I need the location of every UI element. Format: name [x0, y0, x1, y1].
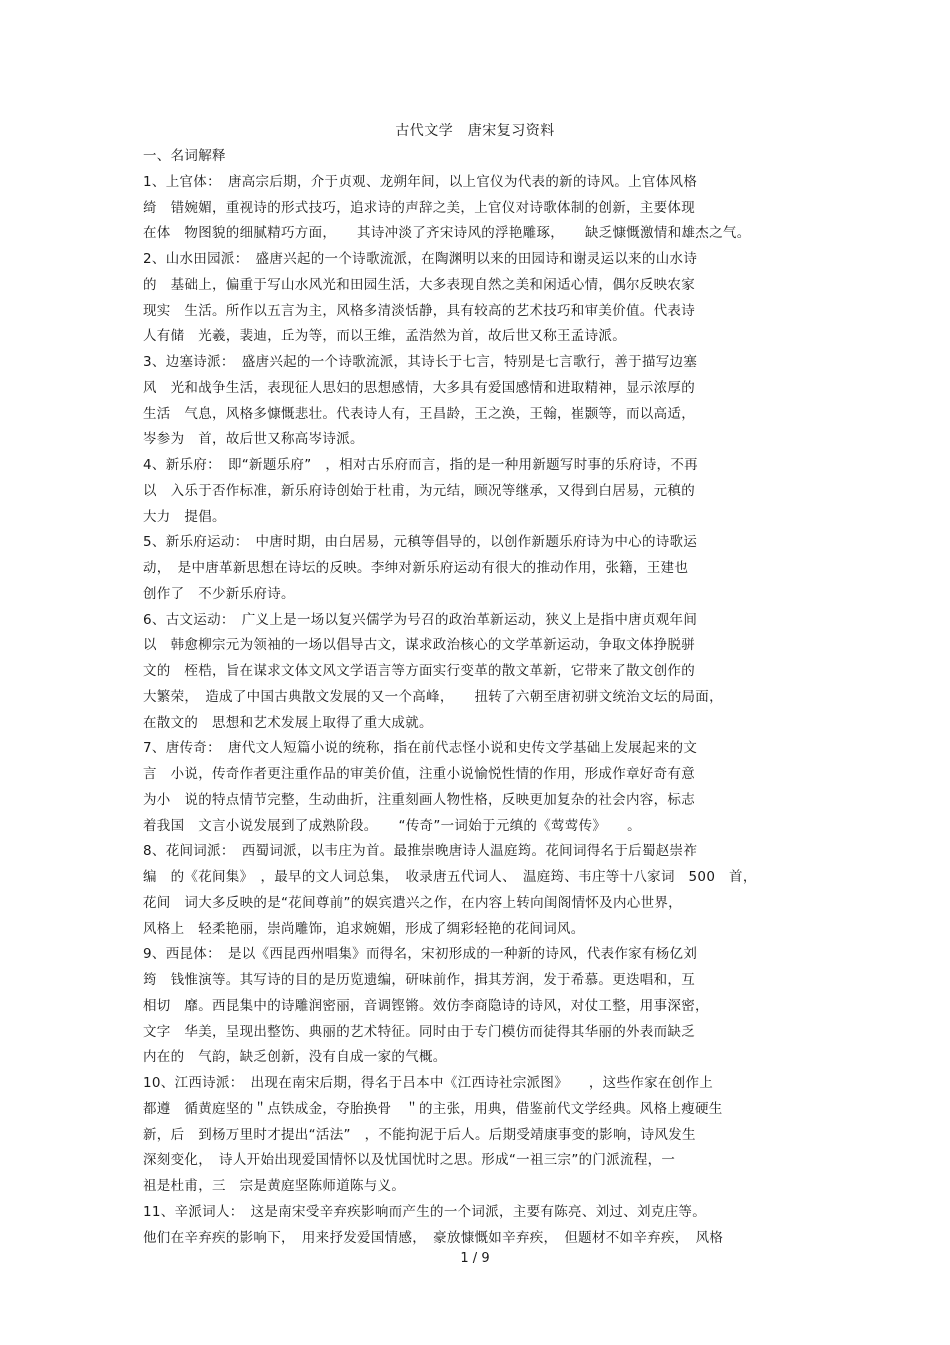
text-line: 人有储 光羲，裴迪，丘为等，而以王维，孟浩然为首，故后世又称王孟诗派。: [143, 328, 626, 345]
text-line: 6、古文运动： 广义上是一场以复兴儒学为号召的政治革新运动，狭义上是指中唐贞观年间: [143, 611, 698, 628]
text-line: 风 光和战争生活，表现征人思妇的思想感情，大多具有爱国感情和进取精神，显示浓厚的: [143, 379, 695, 396]
text-line: 10、江西诗派： 出现在南宋后期，得名于吕本中《江西诗社宗派图》 ，这些作家在创作上: [143, 1075, 714, 1091]
text-line: 创作了 不少新乐府诗。: [143, 585, 295, 602]
text-line: 11、辛派词人： 这是南宋受辛弃疾影响而产生的一个词派，主要有陈亮、刘过、刘克庄等。: [143, 1203, 707, 1220]
text-line: 生活 气息，风格多慷慨悲壮。代表诗人有，王昌龄，王之涣，王翰，崔颢等，而以高适，: [143, 405, 695, 422]
text-line: 在体 物图貌的细腻精巧方面， 其诗冲淡了齐宋诗风的浮艳雕琢， 缺乏慷慨激情和雄杰之气。: [143, 225, 751, 242]
text-line: 在散文的 思想和艺术发展上取得了重大成就。: [143, 714, 433, 731]
text-line: 都遵 循黄庭坚的＂点铁成金，夺胎换骨 ＂的主张，用典，借鉴前代文学经典。风格上瘦硬生: [143, 1100, 723, 1117]
text-line: 7、唐传奇： 唐代文人短篇小说的统称，指在前代志怪小说和史传文学基础上发展起来的文: [143, 740, 698, 757]
text-line: 大力 提倡。: [143, 508, 226, 525]
text-line: 新，后 到杨万里时才提出“活法” ，不能拘泥于后人。后期受靖康事变的影响，诗风发生: [143, 1126, 696, 1143]
text-line: 文字 华美，呈现出整饬、典丽的艺术特征。同时由于专门模仿而徒得其华丽的外表而缺乏: [143, 1023, 695, 1040]
text-line: 1、上官体： 唐高宗后期，介于贞观、龙朔年间，以上官仪为代表的新的诗风。上官体风格: [143, 173, 698, 190]
text-line: 2、山水田园派： 盛唐兴起的一个诗歌流派，在陶渊明以来的田园诗和谢灵运以来的山水诗: [143, 251, 698, 267]
page-number: 1 / 9: [460, 1251, 490, 1266]
text-line: 现实 生活。所作以五言为主，风格多清淡恬静，具有较高的艺术技巧和审美价值。代表诗: [143, 302, 695, 319]
text-line: 4、新乐府： 即“新题乐府” ，相对古乐府而言，指的是一种用新题写时事的乐府诗，不再: [143, 457, 698, 473]
text-line: 大繁荣， 造成了中国古典散文发展的又一个高峰， 扭转了六朝至唐初骈文统治文坛的局面，: [143, 688, 723, 705]
text-line: 风格上 轻柔艳丽，崇尚雕饰，追求婉媚，形成了绸彩轻艳的花间词风。: [143, 920, 585, 937]
text-line: 8、花间词派： 西蜀词派，以韦庄为首。最推崇晚唐诗人温庭筠。花间词得名于后蜀赵崇祚: [143, 843, 698, 860]
text-line: 筠 钱惟演等。其写诗的目的是历览遗编，研味前作，揖其芳润，发于希慕。更迭唱和，互: [143, 972, 695, 988]
text-line: 他们在辛弃疾的影响下， 用来抒发爱国情感， 豪放慷慨如辛弃疾， 但题材不如辛弃疾， 风格: [143, 1229, 724, 1246]
text-line: 9、西昆体： 是以《西昆西州唱集》而得名，宋初形成的一种新的诗风，代表作家有杨亿刘: [143, 946, 698, 963]
text-line: 内在的 气韵，缺乏创新，没有自成一家的气概。: [143, 1049, 447, 1066]
text-line: 文的 桎梏，旨在谋求文体文风文学语言等方面实行变革的散文革新，它带来了散文创作的: [143, 663, 695, 679]
text-line: 深刻变化， 诗人开始出现爱国情怀以及忧国忧时之思。形成“一祖三宗”的门派流程，一: [143, 1152, 676, 1169]
text-line: 言 小说，传奇作者更注重作品的审美价值，注重小说愉悦性情的作用，形成作章好奇有意: [143, 766, 695, 782]
text-line: 绮 错婉媚，重视诗的形式技巧，追求诗的声辞之美，上官仪对诗歌体制的创新，主要体现: [143, 199, 695, 216]
text-line: 相切 靡。西昆集中的诗雕润密丽，音调铿锵。效仿李商隐诗的诗风，对仗工整，用事深密，: [143, 997, 709, 1014]
text-line: 着我国 文言小说发展到了成熟阶段。 “传奇”一词始于元缜的《莺莺传》 。: [143, 817, 641, 834]
text-line: 一、名词解释: [143, 148, 226, 164]
text-line: 花间 词大多反映的是“花间尊前”的娱宾遣兴之作，在内容上转向闺阁情怀及内心世界，: [143, 894, 682, 911]
text-line: 编 的《花间集》 ，最早的文人词总集， 收录唐五代词人、 温庭筠、韦庄等十八家词 500 首，: [143, 869, 757, 885]
text-line: 3、边塞诗派： 盛唐兴起的一个诗歌流派，其诗长于七言，特别是七言歌行，善于描写边塞: [143, 354, 698, 370]
text-line: 为小 说的特点情节完整，生动曲折，注重刻画人物性格，反映更加复杂的社会内容，标志: [143, 791, 695, 808]
text-line: 岑参为 首，故后世又称高岑诗派。: [143, 431, 364, 448]
text-line: 祖是杜甫，三 宗是黄庭坚陈师道陈与义。: [143, 1178, 406, 1194]
text-line: 动， 是中唐革新思想在诗坛的反映。李绅对新乐府运动有很大的推动作用，张籍，王建也: [143, 560, 689, 576]
text-line: 以 韩愈柳宗元为领袖的一场以倡导古文，谋求政治核心的文学革新运动，争取文体挣脱骈: [143, 637, 695, 654]
text-line: 的 基础上，偏重于写山水风光和田园生活，大多表现自然之美和闲适心情，偶尔反映农家: [143, 276, 695, 293]
text-line: 5、新乐府运动： 中唐时期，由白居易，元稹等倡导的，以创作新题乐府诗为中心的诗歌运: [143, 534, 698, 551]
page-title: 古代文学 唐宋复习资料: [395, 123, 555, 139]
text-line: 以 入乐于否作标准，新乐府诗创始于杜甫，为元结，顾况等继承，又得到白居易，元稹的: [143, 482, 695, 499]
